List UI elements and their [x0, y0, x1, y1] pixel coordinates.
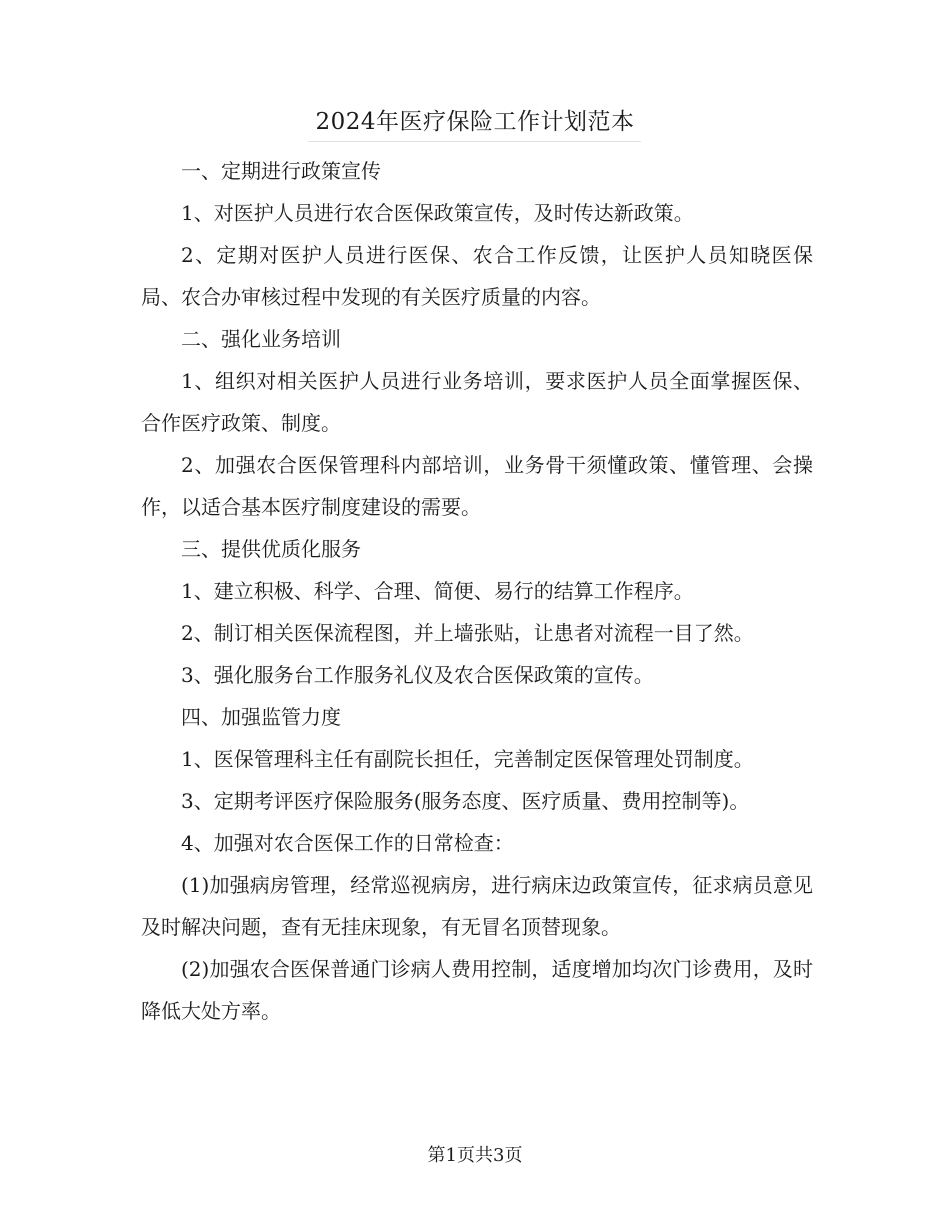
paragraph: 2、制订相关医保流程图，并上墙张贴，让患者对流程一目了然。 [181, 621, 754, 645]
paragraph: 1、医保管理科主任有副院长担任，完善制定医保管理处罚制度。 [181, 747, 754, 771]
title-underline [308, 141, 641, 142]
paragraph: (2)加强农合医保普通门诊病人费用控制，适度增加均次门诊费用，及时降低大处方率。 [141, 957, 813, 1023]
paragraph: 1、建立积极、科学、合理、简便、易行的结算工作程序。 [181, 579, 694, 603]
heading-policy-publicity: 一、定期进行政策宣传 [181, 159, 381, 183]
paragraph: 2、加强农合医保管理科内部培训，业务骨干须懂政策、懂管理、会操作，以适合基本医疗制度建设的需要。 [141, 453, 813, 519]
paragraph: 3、定期考评医疗保险服务(服务态度、医疗质量、费用控制等)。 [181, 789, 750, 813]
document-body [141, 150, 813, 1032]
paragraph: 3、强化服务台工作服务礼仪及农合医保政策的宣传。 [181, 663, 654, 687]
heading-supervision: 四、加强监管力度 [181, 705, 341, 729]
heading-quality-service: 三、提供优质化服务 [181, 537, 361, 561]
paragraph: 4、加强对农合医保工作的日常检查： [181, 831, 514, 855]
page-number: 第1页共3页 [427, 1145, 523, 1166]
paragraph: 1、组织对相关医护人员进行业务培训，要求医护人员全面掌握医保、合作医疗政策、制度。 [141, 369, 813, 435]
document-title: 2024年医疗保险工作计划范本 [315, 109, 635, 135]
paragraph: 1、对医护人员进行农合医保政策宣传，及时传达新政策。 [181, 201, 694, 225]
heading-business-training: 二、强化业务培训 [181, 327, 341, 351]
paragraph: (1)加强病房管理，经常巡视病房，进行病床边政策宣传，征求病员意见及时解决问题，查有无挂床现象，有无冒名顶替现象。 [141, 873, 813, 939]
paragraph: 2、定期对医护人员进行医保、农合工作反馈，让医护人员知晓医保局、农合办审核过程中发现的有关医疗质量的内容。 [141, 243, 813, 309]
